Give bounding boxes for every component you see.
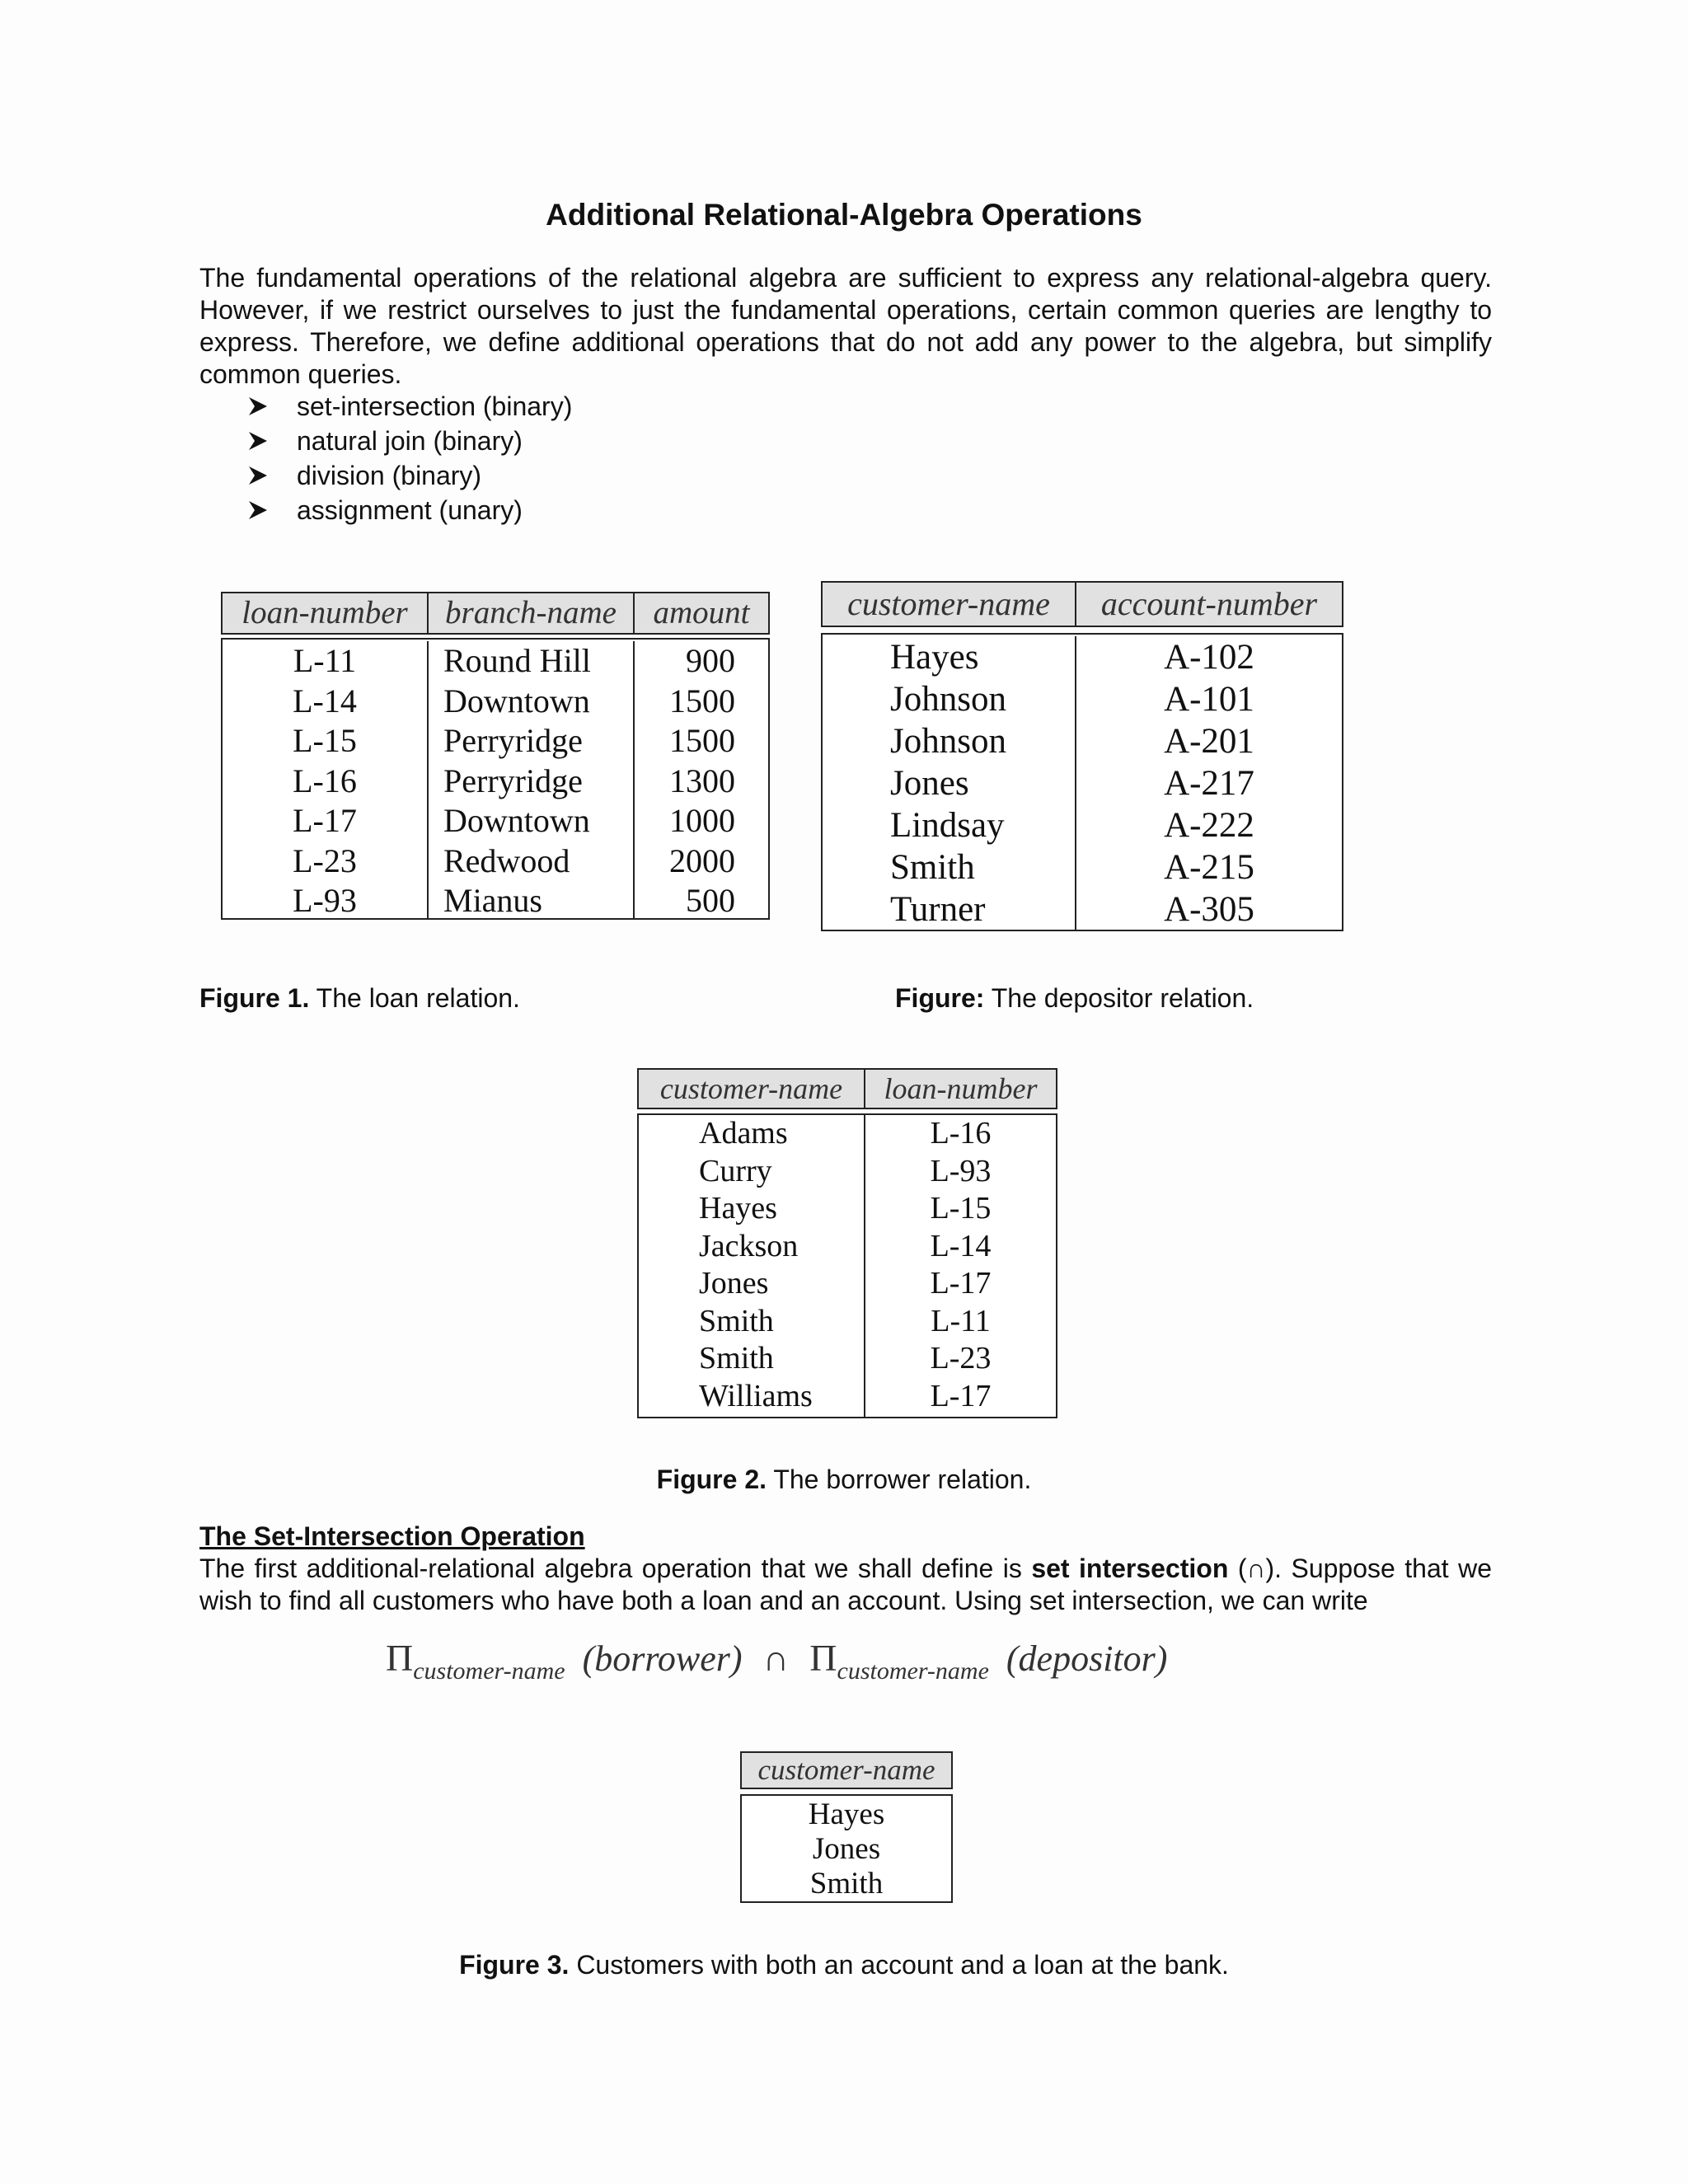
caption-text: Customers with both an account and a loan at the bank. — [569, 1950, 1229, 1980]
intro-paragraph: The fundamental operations of the relational algebra are sufficient to express any relational-algebra query. However, if we restrict ourselves to just the fundamental operations, certain common queries are lengthy to express. Therefore, we define additional operations that do not add any power to the algebra, but simplify common queries. — [199, 263, 1492, 389]
page-title: Additional Relational-Algebra Operations — [546, 198, 1142, 232]
table-cell: Redwood — [443, 841, 570, 879]
table-cell: 2000 — [669, 841, 735, 879]
section-paragraph — [199, 1553, 1492, 1617]
table-cell: 1500 — [669, 682, 735, 719]
table-cell: L-17 — [930, 1378, 992, 1413]
table-cell: 500 — [686, 882, 735, 919]
account-number-column — [1076, 636, 1342, 930]
table-cell: L-23 — [930, 1341, 992, 1376]
table-cell: Jones — [812, 1832, 881, 1866]
list-item-label: set-intersection (binary) — [297, 391, 573, 421]
customer-name-column — [639, 1115, 865, 1417]
paragraph-text: (∩). Suppose that we wish to find all customers who have both a loan and an account. Using set intersection, we can write — [199, 1554, 1493, 1615]
table-cell: L-11 — [293, 642, 357, 679]
column-header: loan-number — [223, 593, 429, 633]
column-header: amount — [653, 595, 750, 630]
table-cell: Turner — [890, 890, 986, 929]
table-cell: L-14 — [293, 682, 357, 719]
table-cell: L-14 — [930, 1228, 992, 1263]
caption-label: Figure 2. — [656, 1465, 767, 1494]
table-cell: Smith — [890, 848, 975, 887]
caption-text: The borrower relation. — [767, 1465, 1032, 1494]
result-table-body — [740, 1794, 953, 1903]
table-cell: Smith — [809, 1867, 884, 1900]
intersection-operator: ∩ — [762, 1638, 790, 1679]
table-cell: Downtown — [443, 682, 590, 719]
table-cell: Perryridge — [443, 722, 583, 759]
column-header: account-number — [1100, 585, 1318, 622]
right-relation: (depositor) — [1006, 1638, 1168, 1679]
arrow-bullet-icon — [247, 499, 269, 521]
table-cell: L-11 — [931, 1303, 991, 1338]
table-cell: Jackson — [699, 1228, 799, 1263]
table-cell: L-15 — [930, 1191, 992, 1226]
relational-algebra-formula — [386, 1636, 1167, 1685]
table-cell: L-93 — [293, 882, 357, 919]
figure-2-caption — [0, 1465, 1688, 1495]
table-cell: L-17 — [293, 802, 357, 839]
table-cell: Curry — [699, 1153, 772, 1188]
depositor-table-body — [821, 633, 1343, 931]
table-cell: Johnson — [890, 722, 1006, 761]
list-item — [247, 389, 572, 424]
projection-subscript: customer-name — [413, 1657, 565, 1685]
borrower-table-body — [637, 1113, 1057, 1418]
table-cell: 1000 — [669, 802, 735, 839]
caption-text: The loan relation. — [309, 983, 520, 1013]
branch-name-column — [429, 641, 635, 918]
list-item-label: assignment (unary) — [297, 495, 523, 525]
table-cell: Round Hill — [443, 642, 591, 679]
loan-number-column — [223, 641, 429, 918]
table-cell: Jones — [890, 764, 969, 803]
table-cell: L-16 — [293, 762, 357, 799]
loan-number-column — [865, 1115, 1056, 1417]
table-cell: 1300 — [669, 762, 735, 799]
table-cell: Johnson — [890, 680, 1006, 719]
table-cell: L-23 — [293, 841, 357, 879]
table-cell: Hayes — [699, 1191, 777, 1226]
projection-symbol: Π — [386, 1637, 414, 1679]
table-cell: A-101 — [1164, 680, 1254, 719]
table-cell: L-17 — [930, 1266, 992, 1301]
projection-subscript: customer-name — [837, 1657, 989, 1685]
table-cell: A-201 — [1164, 722, 1254, 761]
column-header: loan-number — [884, 1072, 1038, 1105]
table-cell: Smith — [699, 1303, 774, 1338]
borrower-table-header — [637, 1068, 1057, 1109]
customer-name-column — [823, 636, 1076, 930]
depositor-table-header — [821, 581, 1343, 627]
paragraph-bold-term: set intersection — [1031, 1554, 1229, 1583]
loan-table-header — [221, 592, 770, 635]
table-cell: Smith — [699, 1341, 774, 1376]
arrow-bullet-icon — [247, 465, 269, 486]
table-cell: 900 — [686, 642, 735, 679]
result-table-header — [740, 1751, 953, 1789]
column-header: customer-name — [757, 1754, 935, 1786]
list-item-label: division (binary) — [297, 461, 482, 490]
projection-symbol: Π — [809, 1637, 837, 1679]
left-relation: (borrower) — [582, 1638, 743, 1679]
column-header: customer-name — [639, 1070, 865, 1108]
table-cell: A-215 — [1164, 848, 1254, 887]
table-cell: A-305 — [1164, 890, 1254, 929]
list-item — [247, 458, 572, 493]
table-cell: A-217 — [1164, 764, 1254, 803]
table-cell: Mianus — [443, 882, 542, 919]
list-item-label: natural join (binary) — [297, 426, 523, 456]
table-cell: Lindsay — [890, 806, 1005, 845]
column-header: customer-name — [823, 583, 1076, 626]
caption-label: Figure 3. — [459, 1950, 570, 1980]
operation-list — [247, 389, 572, 527]
section-heading: The Set-Intersection Operation — [199, 1521, 585, 1551]
caption-label: Figure 1. — [199, 983, 310, 1013]
table-cell: Perryridge — [443, 762, 583, 799]
depositor-figure-caption — [895, 983, 1254, 1014]
column-header: branch-name — [429, 593, 635, 633]
loan-table-body — [221, 638, 770, 920]
table-cell: L-16 — [930, 1116, 992, 1151]
table-cell: L-15 — [293, 722, 357, 759]
figure-1-caption — [199, 983, 520, 1014]
arrow-bullet-icon — [247, 396, 269, 417]
customer-name-column — [742, 1797, 951, 1901]
arrow-bullet-icon — [247, 430, 269, 452]
table-cell: L-93 — [930, 1153, 992, 1188]
table-cell: Williams — [699, 1378, 813, 1413]
list-item — [247, 424, 572, 458]
table-cell: Downtown — [443, 802, 590, 839]
figure-3-caption — [0, 1950, 1688, 1980]
table-cell: Hayes — [890, 638, 979, 677]
table-cell: Hayes — [808, 1797, 885, 1831]
paragraph-text: The first additional-relational algebra operation that we shall define is — [199, 1554, 1032, 1583]
list-item — [247, 493, 572, 527]
caption-label: Figure: — [895, 983, 985, 1013]
table-cell: 1500 — [669, 722, 735, 759]
table-cell: A-222 — [1164, 806, 1254, 845]
table-cell: Adams — [699, 1116, 788, 1151]
table-cell: Jones — [699, 1266, 769, 1301]
caption-text: The depositor relation. — [984, 983, 1254, 1013]
table-cell: A-102 — [1164, 638, 1254, 677]
amount-column — [635, 641, 768, 918]
